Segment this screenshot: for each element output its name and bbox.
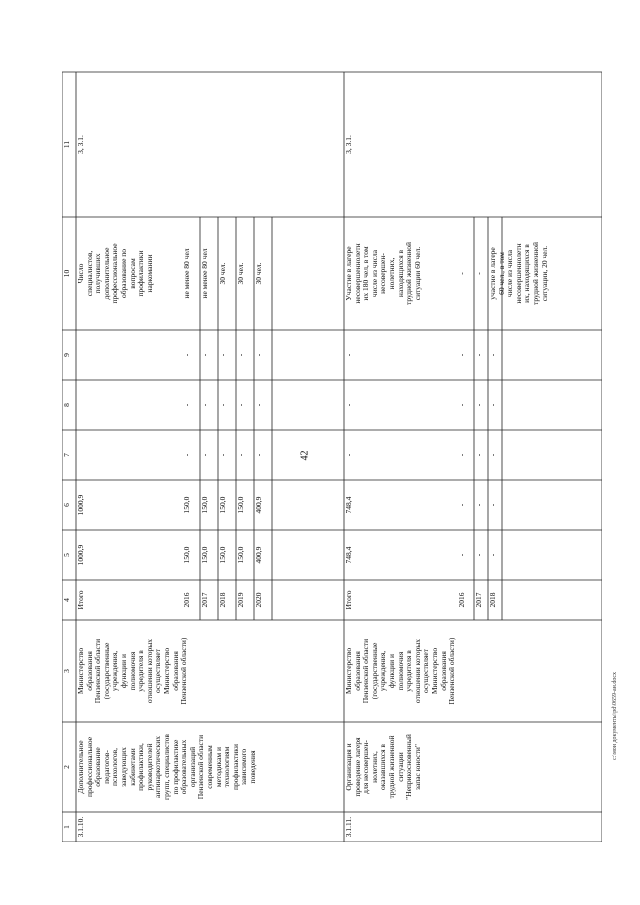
- value-col9-cell: -: [236, 353, 245, 357]
- header-cell: 3: [62, 669, 71, 673]
- header-cell: 7: [62, 453, 71, 457]
- value-col8-cell: -: [488, 403, 497, 407]
- value-col6-cell: -: [457, 503, 466, 507]
- value-col9-cell: -: [254, 353, 263, 357]
- value-col5-cell: 150,0: [218, 546, 227, 564]
- value-col6-cell: -: [488, 503, 497, 507]
- indicator-year-cell: -: [474, 272, 483, 275]
- year-cell: 2017: [474, 592, 483, 608]
- value-col9-cell: -: [488, 353, 497, 357]
- indicator-cell: Участие в лагере несовершеннолетн их 180 чел, в том числе из числа несовершен- нолетних, находящихся в трудной жизненной ситуации 60 чел.: [344, 241, 422, 306]
- value-col6-cell: -: [474, 503, 483, 507]
- indicator-year-cell: не менее 80 чел: [182, 248, 191, 299]
- value-col7-cell: -: [218, 453, 227, 457]
- value-col9-cell: -: [218, 353, 227, 357]
- row-code-cell: 3.1.10.: [76, 816, 85, 838]
- value-col6-cell: 748,4: [344, 496, 353, 514]
- header-cell: 1: [62, 825, 71, 829]
- rotated-table: [62, 42, 602, 842]
- header-cell: 2: [62, 765, 71, 769]
- value-col7-cell: -: [254, 453, 263, 457]
- value-col5-cell: -: [488, 553, 497, 557]
- row-code-cell: 3.1.11.: [344, 816, 353, 838]
- value-col7-cell: -: [236, 453, 245, 457]
- header-cell: 9: [62, 353, 71, 357]
- value-col7-cell: [77, 432, 181, 478]
- value-col6-cell: 150,0: [218, 496, 227, 514]
- year-cell: Итого: [76, 590, 85, 610]
- value-col5-cell: -: [457, 553, 466, 557]
- indicator-cell: Число специалистов, получивших дополнительное профессиональное образование по вопросам профилактики наркомании: [76, 243, 154, 304]
- header-cell: 10: [62, 269, 71, 278]
- value-col5-cell: 748,4: [344, 546, 353, 564]
- year-cell: 2016: [457, 592, 466, 608]
- value-col8-cell: -: [344, 403, 353, 407]
- value-col5-cell: -: [474, 553, 483, 557]
- value-col8-cell: -: [200, 403, 209, 407]
- value-col9-cell: -: [474, 353, 483, 357]
- header-cell: 5: [62, 553, 71, 557]
- value-col8-cell: -: [474, 403, 483, 407]
- year-cell: Итого: [344, 590, 353, 610]
- value-col6-cell: 400,9: [254, 496, 263, 514]
- value-col8-cell: [77, 382, 181, 428]
- value-col9-cell: [77, 332, 181, 378]
- value-col8-cell: -: [457, 403, 466, 407]
- row-executor-cell: Министерство образования Пензенской области (государственные учреждения, функции и полномочия учредителя в отношении которых осуществляет Министерство образования Пензенской области): [76, 637, 189, 705]
- value-col9-cell: -: [200, 353, 209, 357]
- value-col9-cell: -: [457, 353, 466, 357]
- footer-path: c:\мои документы\pd\0659-ан.docx: [612, 671, 618, 760]
- indicator-year-cell: не менее 80 чел: [200, 248, 209, 299]
- value-col6-cell: 150,0: [236, 496, 245, 514]
- value-col8-cell: -: [254, 403, 263, 407]
- indicator-year-cell: -: [457, 272, 466, 275]
- value-col5-cell: 150,0: [236, 546, 245, 564]
- year-cell: 2017: [200, 592, 209, 608]
- indicator-year-cell: 30 чел.: [218, 262, 227, 285]
- year-cell: 2020: [254, 592, 263, 608]
- value-col5-cell: 400,9: [254, 546, 263, 564]
- header-cell: 4: [62, 598, 71, 602]
- header-cell: 6: [62, 503, 71, 507]
- row-name-cell: Дополнительное профессиональное образование педагогов- психологов, заведующих кабинетами профилактики, руководителей антинаркотических групп, специалистов по профилактике образовательных организаций Пензенской области современным методикам и технологиям профилактики зависимого поведения: [76, 734, 257, 800]
- year-cell: 2019: [236, 592, 245, 608]
- indicator-year-cell: 30 чел.: [254, 262, 263, 285]
- value-col8-cell: -: [236, 403, 245, 407]
- value-col7-cell: -: [182, 453, 191, 457]
- row-name-cell: Организация и проведение лагеря для несовершен- нолетних, оказавшихся в трудной жизненной ситуации "Неприкосновенный запас юности": [344, 734, 422, 800]
- value-col5-cell: 150,0: [200, 546, 209, 564]
- indicator-year-cell: 30 чел.: [236, 262, 245, 285]
- value-col7-cell: -: [488, 453, 497, 457]
- value-col7-cell: -: [474, 453, 483, 457]
- year-cell: 2018: [218, 592, 227, 608]
- indicator-year-cell: участие в лагере 60 чел., в том числе из числа несовершеннолетн их, находящихся в трудной жизненной ситуации, 20 чел.: [488, 241, 549, 306]
- value-col7-cell: -: [344, 453, 353, 457]
- value-col9-cell: -: [344, 353, 353, 357]
- value-col6-cell: 1000,9: [76, 494, 85, 516]
- value-col6-cell: 150,0: [182, 496, 191, 514]
- year-cell: 2018: [488, 592, 497, 608]
- value-col5-cell: 150,0: [182, 546, 191, 564]
- reference-cell: 3, 3.1.: [76, 135, 85, 154]
- page-number: 42: [299, 450, 311, 461]
- value-col9-cell: -: [182, 353, 191, 357]
- value-col7-cell: -: [200, 453, 209, 457]
- value-col5-cell: 1000,9: [76, 544, 85, 566]
- reference-cell: 3, 3.1.: [344, 135, 353, 154]
- header-cell: 11: [62, 140, 71, 149]
- header-cell: 8: [62, 403, 71, 407]
- value-col8-cell: -: [218, 403, 227, 407]
- year-cell: 2016: [182, 592, 191, 608]
- row-executor-cell: Министерство образования Пензенской области (государственные учреждения, функции и полномочия учредителя в отношении которых осуществляет Министерство образования Пензенской области): [344, 637, 457, 705]
- value-col8-cell: -: [182, 403, 191, 407]
- value-col7-cell: -: [457, 453, 466, 457]
- table-content: [62, 42, 602, 842]
- value-col6-cell: 150,0: [200, 496, 209, 514]
